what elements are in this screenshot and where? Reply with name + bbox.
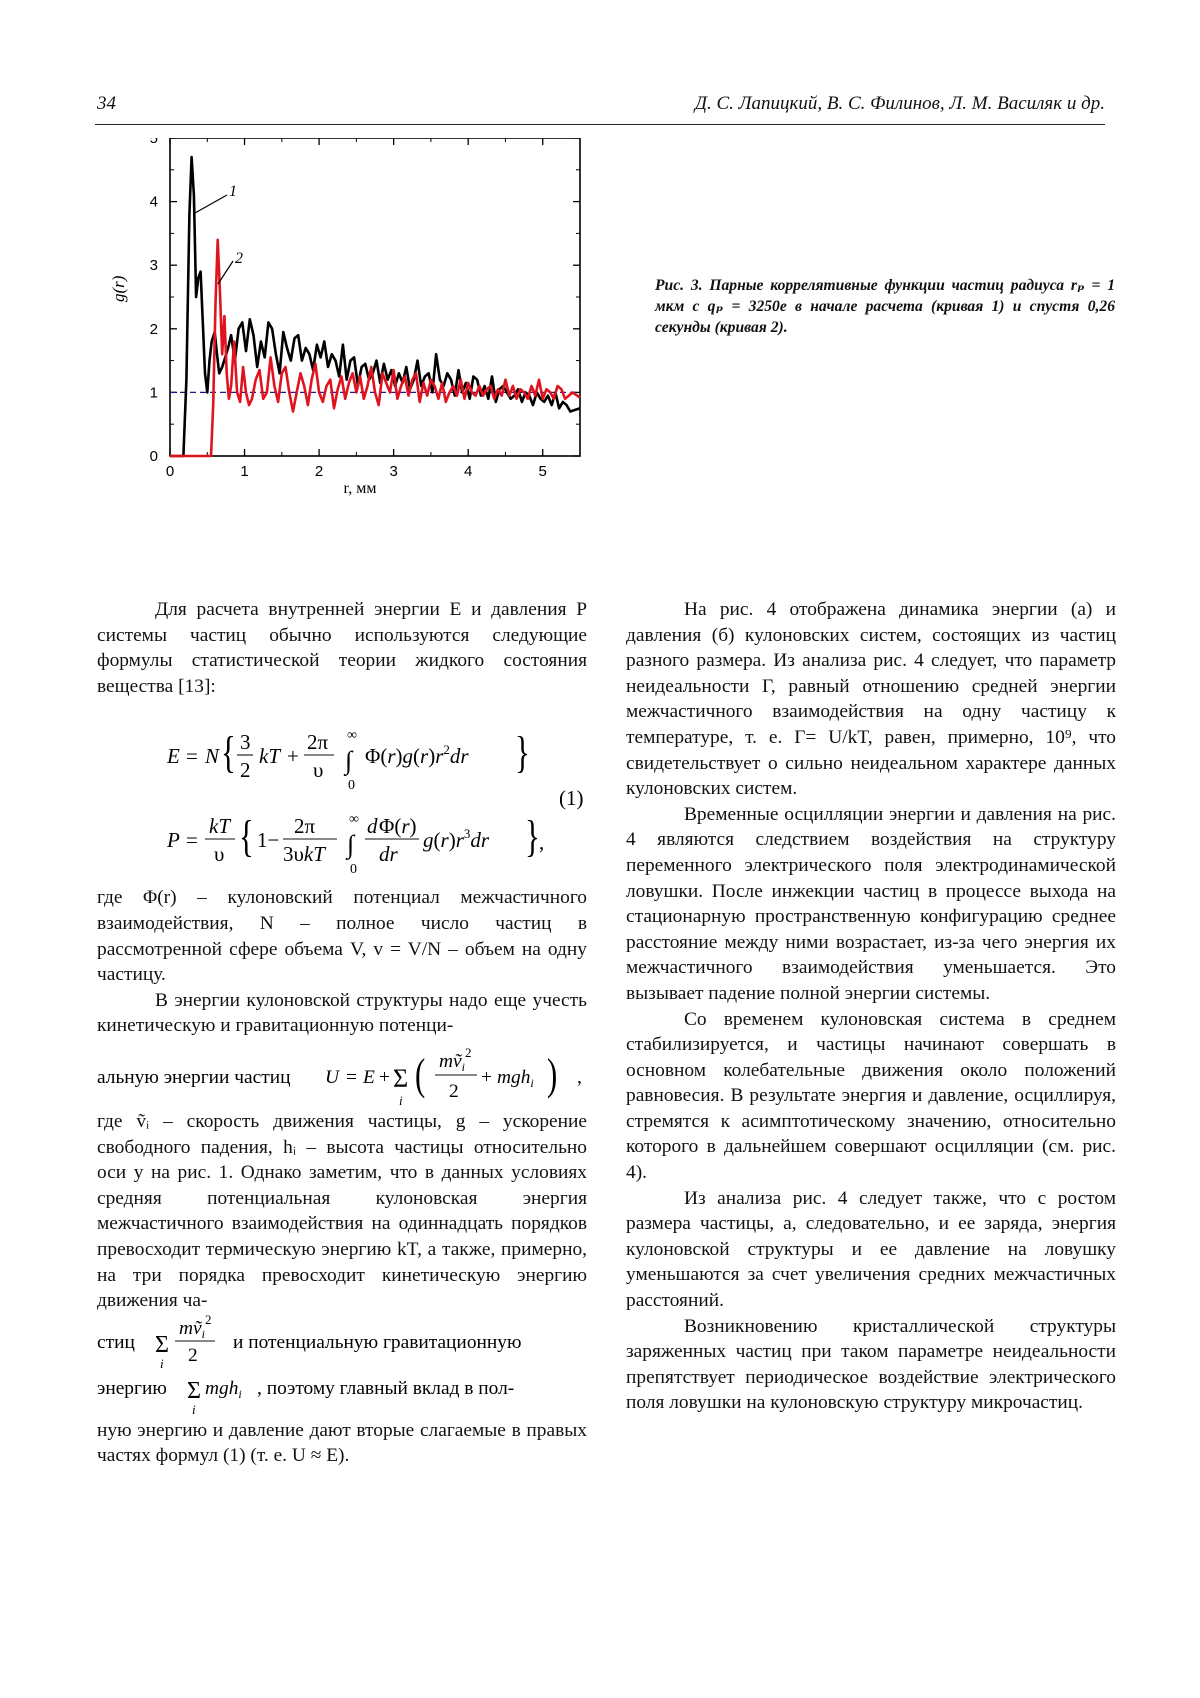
- right-paragraph-5: Возникновению кристаллической структуры заряженных частиц при таком параметре неидеальности препятствует периодическое воздействие электрического поля ловушки на кулоновскую структуру микрочастиц.: [626, 1315, 1116, 1414]
- svg-text:Σ: Σ: [187, 1377, 201, 1404]
- y-tick-label: 5: [149, 138, 158, 147]
- kinetic-energy-sum: [97, 1314, 587, 1372]
- svg-text:kT: kT: [209, 814, 230, 839]
- svg-text:mṽi2: mṽ$_i^2$: [439, 1044, 472, 1074]
- left-paragraph-3: В энергии кулоновской структуры надо еще учесть кинетическую и гравитационную потенци-: [97, 989, 587, 1037]
- x-tick-label: 0: [165, 463, 175, 480]
- svg-text:mghi: mgh$_i$: [497, 1066, 534, 1090]
- svg-text:∫: ∫: [345, 746, 353, 776]
- svg-text:}: }: [515, 729, 530, 778]
- y-axis-label: g(r): [110, 275, 128, 302]
- pair-correlation-chart: [110, 138, 630, 548]
- svg-text:2π: 2π: [294, 814, 316, 839]
- svg-text:2π: 2π: [307, 730, 329, 755]
- svg-text:Σ: Σ: [393, 1063, 409, 1093]
- svg-text:1−: 1−: [257, 828, 280, 853]
- svg-text:P: P: [167, 828, 180, 853]
- svg-text:, поэтому главный вклад в пол-: , поэтому главный вклад в пол-: [257, 1377, 515, 1399]
- svg-text:Σ: Σ: [155, 1331, 169, 1358]
- y-tick-label: 2: [149, 320, 158, 338]
- x-tick-label: 2: [314, 463, 324, 480]
- left-column: [97, 597, 587, 1469]
- svg-text:+: +: [287, 744, 299, 769]
- label-1-leader: [195, 195, 227, 213]
- left-paragraph-4-sum-2: [97, 1372, 587, 1418]
- svg-text:U: U: [325, 1066, 340, 1088]
- svg-text:d: d: [367, 814, 378, 839]
- gravitational-energy-sum: [97, 1372, 587, 1418]
- svg-text:dr: dr: [379, 842, 398, 867]
- series-curve-1: [170, 157, 580, 456]
- svg-text:0: 0: [350, 862, 357, 878]
- page-number: 34: [97, 93, 116, 114]
- svg-text:E: E: [363, 1066, 375, 1088]
- left-paragraph-1: Для расчета внутренней энергии E и давления P системы частиц обычно используются следующие формулы статистической теории жидкого состояния вещества [13]:: [97, 599, 587, 697]
- left-paragraph-4-sum-1: [97, 1314, 587, 1372]
- svg-text:=: =: [346, 1066, 357, 1088]
- y-tick-label: 0: [149, 448, 158, 465]
- svg-text:∫: ∫: [347, 830, 355, 860]
- figure-caption: Рис. 3. Парные коррелятивные функции частиц радиуса rₚ = 1 мкм с qₚ = 3250e в начале расчета (кривая 1) и спустя 0,26 секунды (кривая 2).: [655, 277, 1115, 336]
- header-rule: [95, 124, 1105, 125]
- svg-text:i: i: [160, 1355, 164, 1371]
- svg-text:(: (: [415, 1050, 426, 1100]
- figure-3: [110, 138, 630, 548]
- svg-text:E: E: [167, 744, 180, 769]
- svg-text:g(r)r3dr: $g(r)r^3dr$: [423, 826, 490, 853]
- x-tick-label: 3: [389, 463, 398, 480]
- left-paragraph-5: ную энергию и давление дают вторые слагаемые в правых частях формул (1) (т. е. U ≈ E).: [97, 1419, 587, 1467]
- right-column: [626, 597, 1116, 1416]
- svg-text:υ: υ: [214, 842, 225, 867]
- left-paragraph-3-inline-equation: [97, 1039, 587, 1109]
- curve-label-1: 1: [229, 183, 237, 200]
- svg-text:2: 2: [188, 1344, 198, 1366]
- right-paragraph-1: На рис. 4 отображена динамика энергии (а) и давления (б) кулоновских систем, состоящих из частиц разного размера. Из анализа рис. 4 следует, что параметр неидеальности Γ, равный отношению средней энергии межчастичного взаимодействия на одну частицу к температуре, т. е. Γ= U/kT, равен, примерно, 10⁹, что свидетельствует о сильно неидеальном характере данных кулоновских систем.: [626, 599, 1116, 800]
- x-tick-label: 5: [538, 463, 547, 480]
- inline-eq-prefix: альную энергии частиц: [97, 1066, 291, 1088]
- right-paragraph-3: Со временем кулоновская система в среднем стабилизируется, и частицы начинают совершать в основном колебательные движения около положений равновесия. В результате энергия и давление, осциллируя, стремятся к асимптотическому значению, относительно которого в дальнейшем совершают осцилляции (см. рис. 4).: [626, 1008, 1116, 1184]
- svg-text:N: N: [205, 744, 220, 769]
- y-tick-label: 1: [149, 384, 158, 402]
- svg-text:+: +: [481, 1066, 492, 1088]
- svg-text:3: 3: [240, 730, 251, 755]
- svg-text:∞: ∞: [349, 812, 359, 828]
- svg-text:Φ(r): Φ(r): [379, 814, 417, 839]
- svg-text:∞: ∞: [347, 728, 357, 744]
- x-axis-label: r, мм: [343, 480, 377, 497]
- svg-text:υ: υ: [313, 758, 324, 783]
- right-paragraph-2: Временные осцилляции энергии и давления на рис. 4 являются следствием воздействия на структуру переменного электрического поля электродинамической ловушки. После инжекции частиц в процессе выхода на стационарную пространственную конфигурацию среднее расстояние между ними возрастает, из-за чего энергия их межчастичного взаимодействия уменьшается. Это вызывает падение полной энергии системы.: [626, 803, 1116, 1004]
- svg-text:энергию: энергию: [97, 1377, 167, 1399]
- svg-text:стиц: стиц: [97, 1331, 135, 1353]
- svg-text:i: i: [399, 1092, 403, 1108]
- svg-text:Φ(r)g(r)r2dr: $\Phi(r)g(r)r^2dr$: [365, 742, 469, 769]
- svg-text:+: +: [379, 1066, 390, 1088]
- svg-text:mghi: mgh$_i$: [205, 1377, 242, 1401]
- svg-text:kT: kT: [259, 744, 280, 769]
- svg-text:2: 2: [240, 758, 251, 783]
- svg-text:3υkT: 3υkT: [283, 842, 325, 867]
- svg-text:): ): [547, 1050, 558, 1100]
- svg-text:{: {: [239, 813, 254, 862]
- axis-tick-labels: [150, 138, 547, 480]
- right-paragraph-4: Из анализа рис. 4 следует также, что с ростом размера частицы, а, следовательно, и ее заряда, энергия кулоновской структуры и ее давление на ловушку уменьшаются за счет увеличения средних межчастичных расстояний.: [626, 1187, 1116, 1312]
- left-paragraph-2: где Φ(r) – кулоновский потенциал межчастичного взаимодействия, N – полное число частиц в рассмотренной сфере объема V, v = V/N – объем на одну частицу.: [97, 887, 587, 986]
- left-paragraph-4: где ṽᵢ – скорость движения частицы, g – ускорение свободного падения, hᵢ – высота частицы относительно оси y на рис. 1. Однако заметим, что в данных условиях средняя потенциальная кулоновская энергия межчастичного взаимодействия на одиннадцать порядков превосходит термическую энергию kT, а также, примерно, на три порядка превосходит кинетическую энергию движения ча-: [97, 1110, 587, 1312]
- total-energy-formula: [97, 1039, 587, 1109]
- svg-text:0: 0: [348, 778, 355, 794]
- equation-number: (1): [559, 786, 584, 811]
- y-tick-label: 4: [149, 193, 158, 211]
- svg-text:=: =: [186, 744, 198, 769]
- x-tick-label: 1: [240, 463, 249, 480]
- y-tick-label: 3: [149, 257, 158, 275]
- svg-text:,: ,: [577, 1066, 582, 1088]
- curve-label-2: 2: [235, 250, 243, 267]
- x-tick-label: 4: [464, 463, 473, 480]
- equation-1-formula: [97, 709, 587, 877]
- svg-text:i: i: [192, 1401, 196, 1417]
- series-curve-2: [170, 240, 580, 456]
- svg-text:2: 2: [449, 1080, 459, 1102]
- svg-text:и потенциальную гравитационную: и потенциальную гравитационную: [233, 1331, 522, 1353]
- equation-1: [97, 709, 587, 877]
- svg-text:}: }: [525, 813, 540, 862]
- svg-text:{: {: [221, 729, 236, 778]
- svg-text:=: =: [186, 828, 198, 853]
- svg-text:,: ,: [539, 830, 545, 855]
- svg-text:mṽi2: mṽ$_i^2$: [179, 1313, 212, 1341]
- running-head-authors: Д. С. Лапицкий, В. С. Филинов, Л. М. Василяк и др.: [694, 93, 1105, 114]
